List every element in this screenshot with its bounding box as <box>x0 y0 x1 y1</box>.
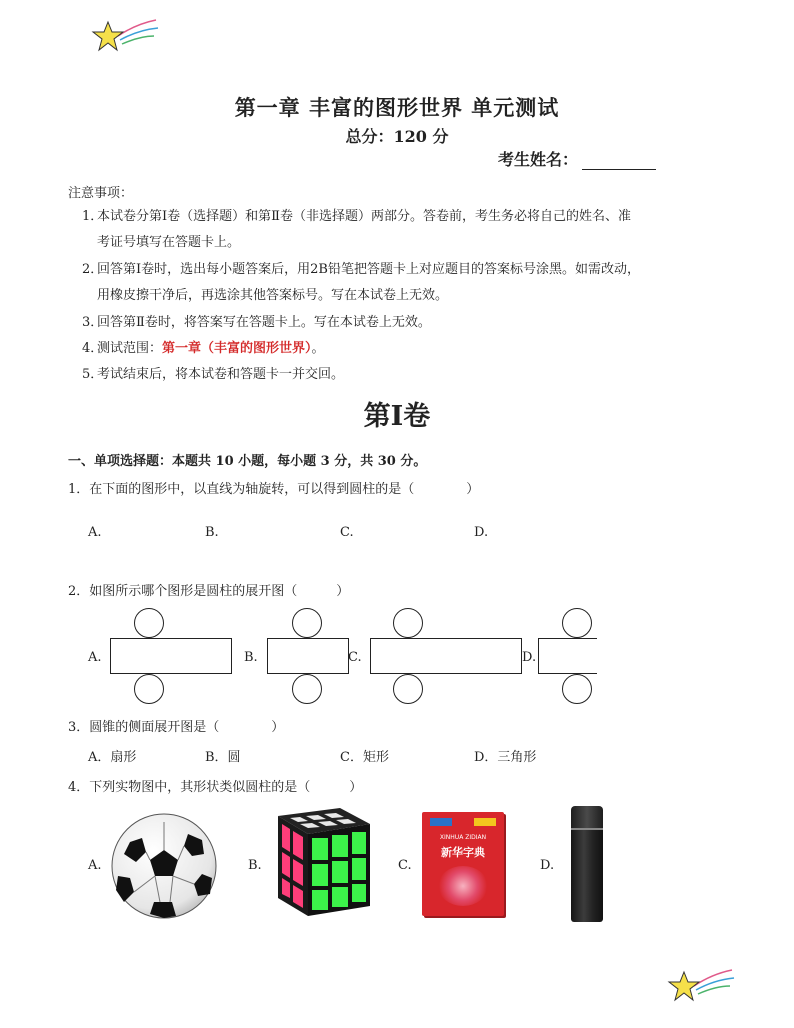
q1-option-b[interactable]: B. <box>205 525 219 540</box>
q3-option-b[interactable]: B．圆 <box>205 750 241 765</box>
note-item: 2．回答第Ⅰ卷时，选出每小题答案后，用2B铅笔把答题卡上对应题目的答案标号涂黑。如需改动， 用橡皮擦干净后，再选涂其他答案标号。写在本试卷上无效。 <box>82 262 640 303</box>
question-2: 2．如图所示哪个图形是圆柱的展开图（ ） <box>68 584 350 599</box>
section-heading: 一、单项选择题：本题共 10 小题，每小题 3 分，共 30 分。 <box>68 454 427 469</box>
note-item: 5．考试结束后，将本试卷和答题卡一并交回。 <box>82 367 345 382</box>
name-blank[interactable] <box>582 153 656 170</box>
student-name-label: 考生姓名： <box>498 150 579 169</box>
question-4: 4．下列实物图中，其形状类似圆柱的是（ ） <box>68 780 363 795</box>
soccer-ball-icon <box>110 812 218 920</box>
shooting-star-icon <box>664 964 736 1008</box>
question-1: 1．在下面的图形中，以直线为轴旋转，可以得到圆柱的是（ ） <box>68 482 480 497</box>
q4-option-a[interactable]: A. <box>88 858 102 873</box>
total-score: 总分：120 分 <box>345 127 449 146</box>
note-item: 3．回答第Ⅱ卷时，将答案写在答题卡上。写在本试卷上无效。 <box>82 315 431 330</box>
dictionary-book-icon <box>422 812 504 916</box>
volume-title: 第Ⅰ卷 <box>363 401 431 432</box>
student-name-field[interactable] <box>498 147 656 170</box>
q4-option-c[interactable]: C. <box>398 858 412 873</box>
q1-option-a[interactable]: A. <box>88 525 102 540</box>
notes-heading: 注意事项： <box>68 186 134 201</box>
q4-option-d[interactable]: D. <box>540 858 555 873</box>
q3-option-d[interactable]: D．三角形 <box>474 750 537 765</box>
note-item: 1．本试卷分第Ⅰ卷（选择题）和第Ⅱ卷（非选择题）两部分。答卷前，考生务必将自己的姓名、准 考证号填写在答题卡上。 <box>82 209 631 250</box>
shooting-star-icon <box>88 14 160 58</box>
question-3: 3．圆锥的侧面展开图是（ ） <box>68 720 285 735</box>
page-title: 第一章 丰富的图形世界 单元测试 <box>234 95 560 120</box>
q3-option-a[interactable]: A．扇形 <box>88 750 137 765</box>
q2-option-d[interactable]: D. <box>522 650 537 665</box>
q3-option-c[interactable]: C．矩形 <box>340 750 389 765</box>
q4-option-b[interactable]: B. <box>248 858 262 873</box>
note-item: 4．测试范围：第一章（丰富的图形世界）。 <box>82 341 325 356</box>
q2-option-c[interactable]: C. <box>348 650 362 665</box>
q1-option-c[interactable]: C. <box>340 525 354 540</box>
dictionary-pinyin: XINHUA ZIDIAN <box>439 834 487 841</box>
q2-option-a[interactable]: A. <box>88 650 102 665</box>
dictionary-title: 新华字典 <box>441 846 485 859</box>
q1-option-d[interactable]: D. <box>474 525 489 540</box>
q2-option-b[interactable]: B. <box>244 650 258 665</box>
thermos-bottle-icon <box>568 806 606 922</box>
rubiks-cube-icon <box>270 806 374 918</box>
test-scope: 第一章（丰富的图形世界） <box>162 341 312 356</box>
